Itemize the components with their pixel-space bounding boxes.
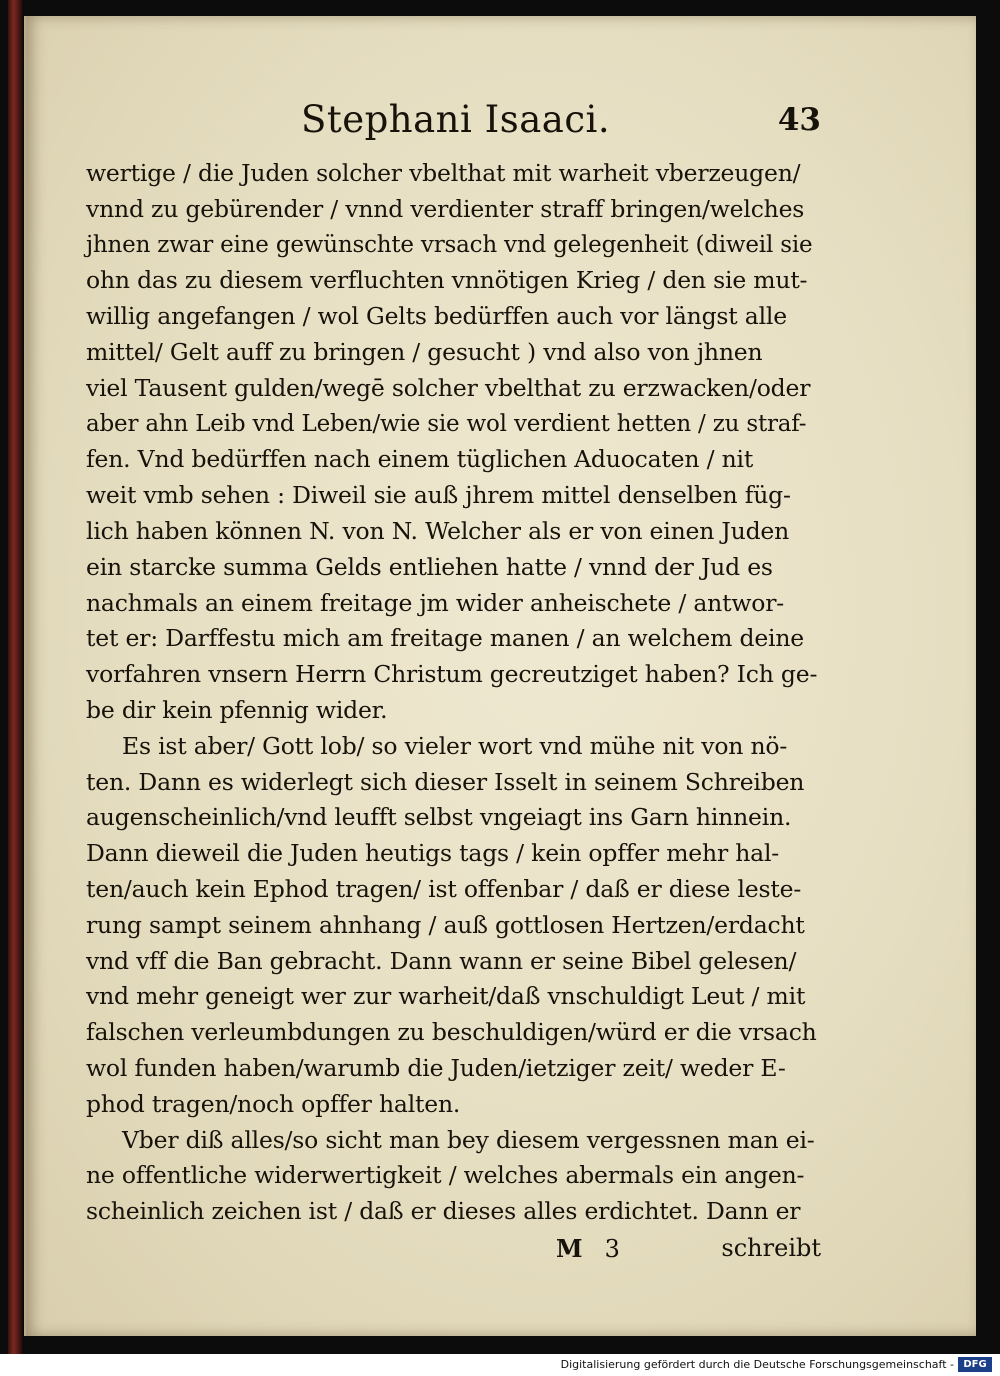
text-line: vnd vff die Ban gebracht. Dann wann er seine Bibel gelesen/ [86, 946, 797, 975]
text-line: falschen verleumbdungen zu beschuldigen/würd er die vrsach [86, 1018, 817, 1047]
text-line: wol funden haben/warumb die Juden/ietziger zeit/ weder E- [86, 1053, 786, 1082]
funding-footer [0, 1354, 1000, 1376]
catch-line [86, 1230, 821, 1270]
dfg-logo[interactable]: DFG [958, 1357, 992, 1372]
text-line: augenscheinlich/vnd leufft selbst vngeiagt ins Garn hinnein. [86, 803, 792, 832]
text-line: vnd mehr geneigt wer zur warheit/daß vnschuldigt Leut / mit [86, 982, 806, 1011]
text-line: fen. Vnd bedürffen nach einem tüglichen Aduocaten / nit [86, 445, 754, 474]
text-line: lich haben können N. von N. Welcher als er von einen Juden [86, 516, 790, 545]
body-text [86, 156, 821, 1230]
paragraph-start-line: Es ist aber/ Gott lob/ so vieler wort vnd mühe nit von nö- [122, 731, 788, 760]
text-line: jhnen zwar eine gewünschte vrsach vnd gelegenheit (diweil sie [86, 231, 813, 258]
text-line: weit vmb sehen : Diweil sie auß jhrem mittel denselben füg- [86, 481, 791, 510]
text-line: ten/auch kein Ephod tragen/ ist offenbar / daß er diese leste- [86, 874, 802, 903]
text-line: willig angefangen / wol Gelts bedürffen auch vor längst alle [86, 302, 787, 331]
page-number: 43 [777, 102, 821, 138]
text-line: viel Tausent gulden/wegē solcher vbelthat zu erzwacken/oder [86, 373, 811, 402]
text-line: ein starcke summa Gelds entliehen hatte / vnnd der Jud es [86, 552, 773, 581]
running-head [86, 96, 821, 152]
catchword: schreibt [721, 1233, 821, 1262]
text-line: wertige / die Juden solcher vbelthat mit warheit vberzeugen/ [86, 159, 801, 187]
book-spine-edge [8, 0, 22, 1354]
text-line: vnnd zu gebürender / vnnd verdienter straff bringen/welches [86, 194, 805, 223]
signature-mark [556, 1234, 620, 1263]
text-line: ohn das zu diesem verfluchten vnnötigen Krieg / den sie mut- [86, 266, 808, 295]
paragraph-start-line: Vber diß alles/so sicht man bey diesem vergessnen man ei- [122, 1125, 815, 1154]
text-line: be dir kein pfennig wider. [86, 695, 388, 724]
signature-number: 3 [604, 1234, 620, 1263]
text-line: scheinlich zeichen ist / daß er dieses alles erdichtet. Dann er [86, 1197, 801, 1226]
book-page [24, 16, 976, 1336]
text-line: nachmals an einem freitage jm wider anheischete / antwor- [86, 588, 784, 617]
text-line: phod tragen/noch opffer halten. [86, 1089, 461, 1118]
page-content [86, 96, 821, 1270]
text-line: ne offentliche widerwertigkeit / welches abermals ein angen- [86, 1161, 805, 1190]
text-line: tet er: Darffestu mich am freitage manen / an welchem deine [86, 624, 804, 653]
text-line: aber ahn Leib vnd Leben/wie sie wol verdient hetten / zu straf- [86, 410, 807, 437]
funding-notice: Digitalisierung gefördert durch die Deutsche Forschungsgemeinschaft - [560, 1358, 954, 1371]
text-line: rung sampt seinem ahnhang / auß gottlosen Hertzen/erdacht [86, 910, 805, 939]
text-line: Dann dieweil die Juden heutigs tags / kein opffer mehr hal- [86, 839, 780, 868]
text-line: vorfahren vnsern Herrn Christum gecreutziget haben? Ich ge- [86, 660, 818, 689]
running-title: Stephani Isaaci. [301, 98, 611, 141]
text-line: mittel/ Gelt auff zu bringen / gesucht ) vnd also von jhnen [86, 337, 763, 366]
text-line: ten. Dann es widerlegt sich dieser Isselt in seinem Schreiben [86, 767, 805, 796]
signature-letter: M [556, 1233, 583, 1263]
